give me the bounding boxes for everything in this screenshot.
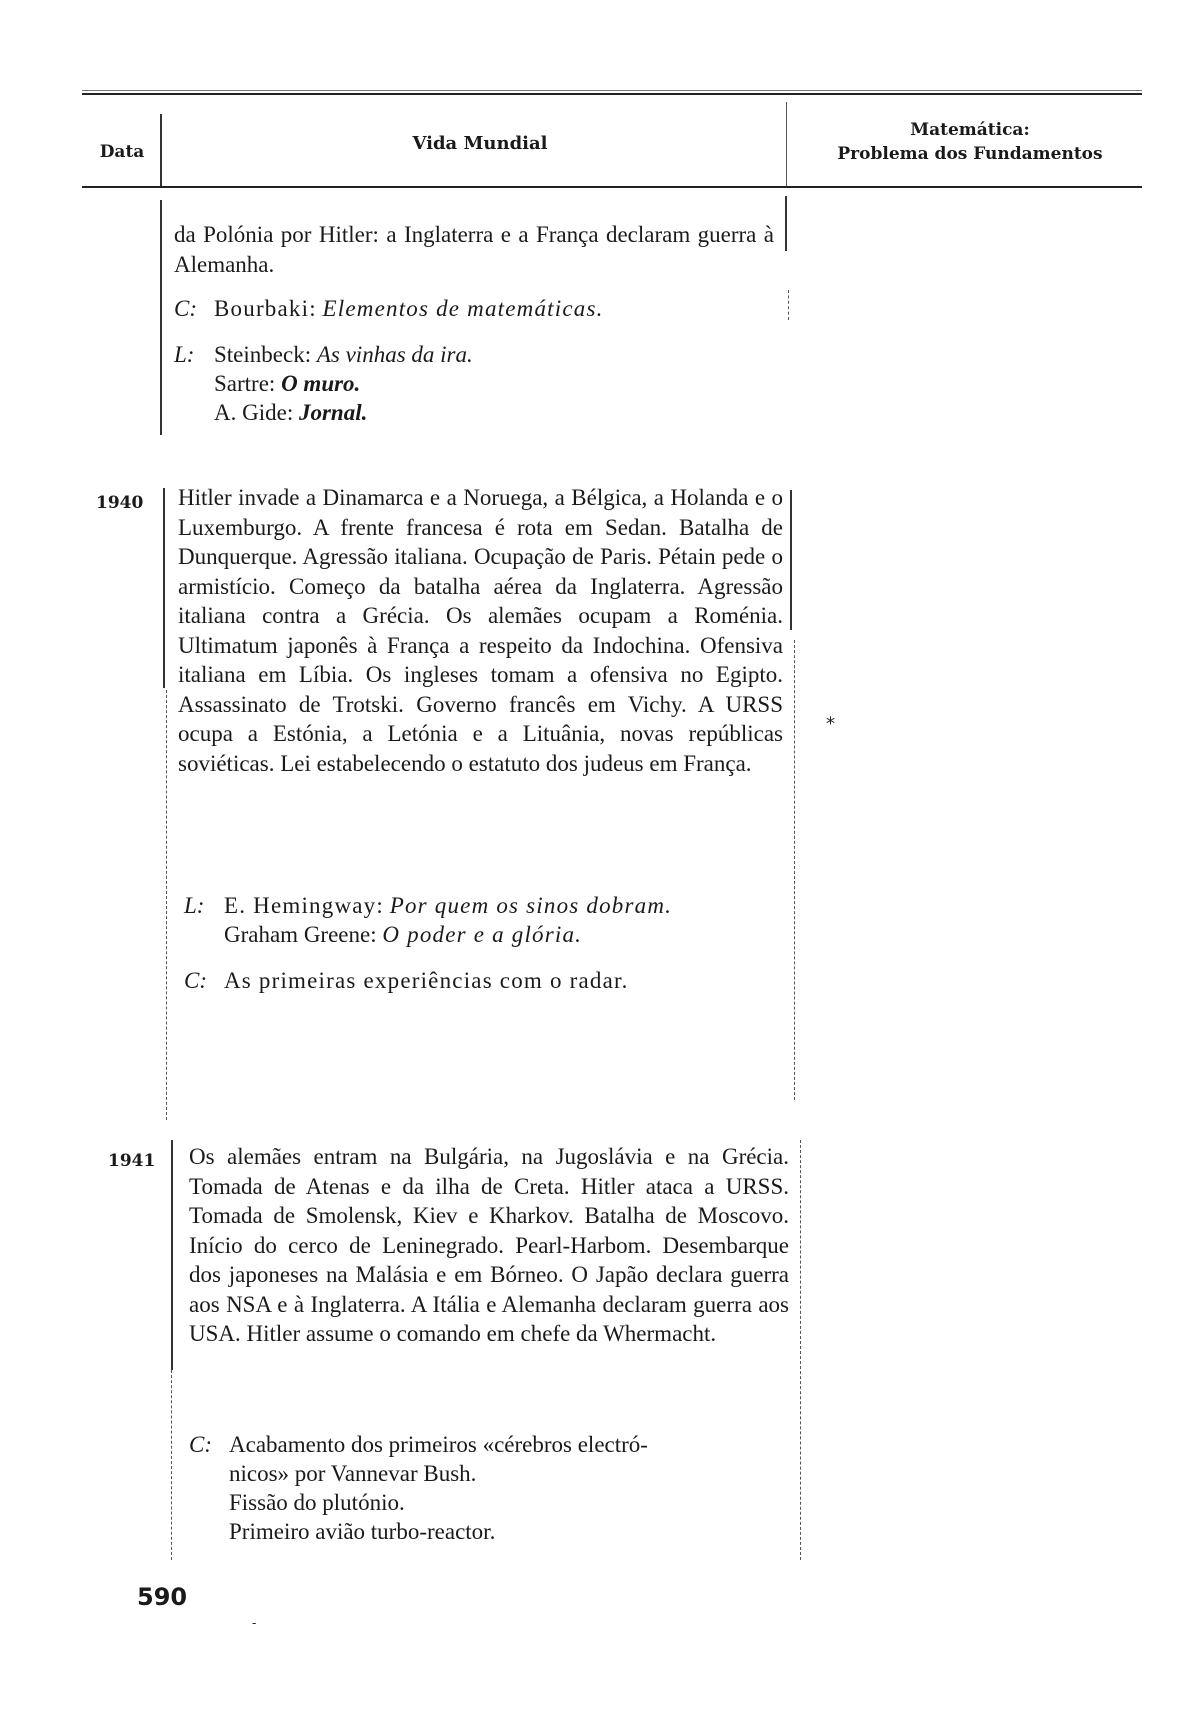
header-bottom-rule (82, 186, 1142, 188)
note-tag-literature: L: (184, 893, 205, 918)
year-label-1941: 1941 (108, 1151, 156, 1171)
note-text: Acabamento dos primeiros «cérebros electró- (229, 1432, 648, 1457)
body-separator-right-1 (785, 196, 787, 251)
note-author: Steinbeck: (214, 342, 312, 367)
body-separator-right-5 (800, 1140, 801, 1560)
column-header-mathematics-line1: Matemática: (910, 120, 1030, 140)
note-tag-science: C: (189, 1432, 212, 1457)
column-header-mathematics-line2: Problema dos Fundamentos (837, 144, 1103, 164)
note-author: Bourbaki: (214, 296, 317, 321)
body-separator-right-4 (794, 640, 795, 1100)
note-work: O muro. (281, 371, 361, 396)
note-work: Elementos de matemáticas. (322, 296, 604, 321)
entry-1941-science-note (189, 1430, 648, 1546)
note-work: As vinhas da ira. (316, 342, 473, 367)
header-top-rule-faint (82, 90, 1142, 91)
body-separator-left-5 (171, 1370, 172, 1560)
entry-continuation-text: da Polónia por Hitler: a Inglaterra e a França declaram guerra à Alemanha. (174, 222, 774, 277)
entry-1940-text: Hitler invade a Dinamarca e a Noruega, a Bélgica, a Holanda e o Luxemburgo. A frente francesa é rota em Sedan. Batalha de Dunquerque. Agressão italiana. Ocupação de Paris. Pétain pede o armistício. Começo da batalha aérea da Inglaterra. Agressão italiana contra a Grécia. Os alemães ocupam a Roménia. Ultimatum japonês à França a respeito da Indochina. Ofensiva italiana em Líbia. Os ingleses tomam a ofensiva no Egipto. Assassinato de Trotski. Governo francês em Vichy. A URSS ocupa a Estónia, a Letónia e a Lituânia, novas repúblicas soviéticas. Lei estabelecendo o estatuto dos judeus em França. (178, 485, 783, 776)
note-author: A. Gide: (214, 400, 294, 425)
entry-continuation-literature-note (174, 340, 473, 427)
body-separator-left-3 (166, 690, 167, 1120)
note-work: O poder e a glória. (382, 922, 583, 947)
note-text: nicos» por Vannevar Bush. (229, 1461, 477, 1486)
body-separator-left-1 (160, 200, 162, 435)
note-text: Primeiro avião turbo-reactor. (229, 1519, 496, 1544)
page-number: 590 (137, 1583, 188, 1611)
column-header-world-life: Vida Mundial (412, 133, 548, 154)
note-author: Graham Greene: (224, 922, 377, 947)
note-author: Sartre: (214, 371, 276, 396)
body-separator-left-2 (163, 488, 165, 688)
body-separator-right-3 (790, 490, 792, 630)
note-text: As primeiras experiências com o radar. (224, 968, 629, 993)
body-separator-right-2 (788, 290, 789, 320)
column-header-date: Data (99, 142, 145, 162)
note-tag-literature: L: (174, 342, 195, 367)
note-tag-science: C: (174, 296, 197, 321)
entry-1940-science-note (184, 966, 629, 995)
entry-1941-text: Os alemães entram na Bulgária, na Jugoslávia e na Grécia. Tomada de Atenas e da ilha de Creta. Hitler ataca a URSS. Tomada de Smolensk, Kiev e Kharkov. Batalha de Moscovo. Início do cerco de Leninegrado. Pearl-Harbom. Desembarque dos japoneses na Malásia e em Bórneo. O Japão declara guerra aos NSA e à Inglaterra. A Itália e Alemanha declaram guerra aos USA. Hitler assume o comando em chefe da Whermacht. (189, 1144, 789, 1346)
body-separator-left-4 (171, 1140, 173, 1370)
note-tag-science: C: (184, 968, 207, 993)
column-header-mathematics (790, 118, 1150, 166)
entry-continuation-science-note (174, 294, 604, 323)
note-text: Fissão do plutónio. (229, 1490, 405, 1515)
header-top-rule (82, 93, 1142, 95)
note-work: Por quem os sinos dobram. (389, 893, 673, 918)
note-work: Jornal. (298, 400, 368, 425)
note-author: E. Hemingway: (224, 893, 384, 918)
ink-mark: ⁎ (826, 708, 835, 729)
ink-speck: - (252, 1616, 257, 1630)
year-label-1940: 1940 (96, 493, 144, 513)
entry-1940-literature-note (184, 891, 672, 949)
